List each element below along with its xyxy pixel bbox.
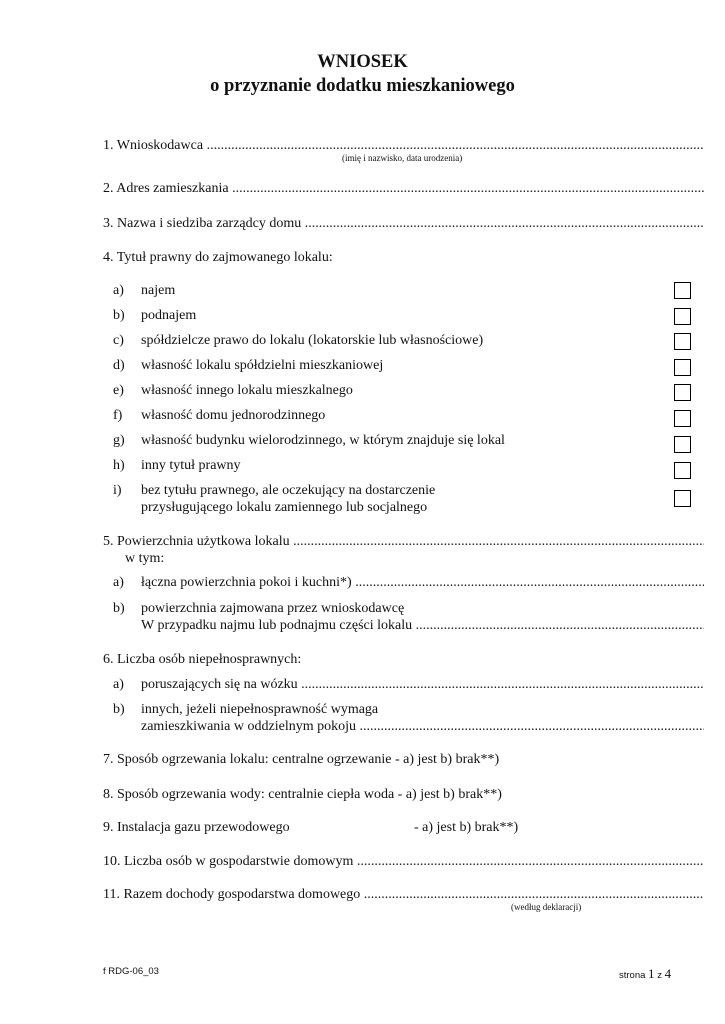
- q5-a-letter: a): [113, 575, 124, 590]
- option-f-checkbox[interactable]: [674, 410, 691, 427]
- usable-area-line[interactable]: [103, 533, 704, 550]
- option-label: bez tytułu prawnego, ale oczekujący na dostarczenie: [141, 483, 436, 498]
- option-label-cont: przysługującego lokalu zamiennego lub socjalnego: [141, 500, 428, 515]
- option-label: spółdzielcze prawo do lokalu (lokatorskie lub własnościowe): [141, 333, 484, 348]
- income-hint: (według deklaracji): [511, 902, 582, 912]
- address-label: 2. Adres zamieszkania: [103, 181, 229, 196]
- option-a-checkbox[interactable]: [674, 282, 691, 299]
- rooms-area-line[interactable]: [141, 574, 704, 591]
- option-h-checkbox[interactable]: [674, 462, 691, 479]
- separate-room-line[interactable]: [141, 718, 704, 735]
- option-g-checkbox[interactable]: [674, 436, 691, 453]
- wheelchair-line[interactable]: [141, 676, 704, 693]
- partial-rent-label: W przypadku najmu lub podnajmu części lokalu: [141, 618, 413, 633]
- option-b-checkbox[interactable]: [674, 308, 691, 325]
- form-title: WNIOSEK: [317, 52, 408, 72]
- option-label: podnajem: [141, 308, 197, 323]
- water-heating-question[interactable]: 8. Sposób ogrzewania wody: centralnie ciepła woda - a) jest b) brak**): [103, 787, 502, 802]
- option-i-checkbox[interactable]: [674, 490, 691, 507]
- wheelchair-label: poruszających się na wózku: [141, 677, 298, 692]
- page-indicator: strona 1 z 4: [619, 966, 672, 981]
- option-label: własność budynku wielorodzinnego, w którym znajduje się lokal: [141, 433, 505, 448]
- q6-a-letter: a): [113, 677, 124, 692]
- option-label: inny tytuł prawny: [141, 458, 241, 473]
- option-label: własność innego lokalu mieszkalnego: [141, 383, 353, 398]
- q5-b-letter: b): [113, 601, 125, 616]
- household-count-line[interactable]: [103, 853, 704, 870]
- applicant-hint: (imię i nazwisko, data urodzenia): [342, 153, 463, 163]
- option-c-checkbox[interactable]: [674, 333, 691, 350]
- usable-area-label: 5. Powierzchnia użytkowa lokalu: [103, 534, 290, 549]
- household-income-line[interactable]: [103, 886, 704, 903]
- gas-question: 9. Instalacja gazu przewodowego: [103, 820, 290, 835]
- disabled-heading: 6. Liczba osób niepełnosprawnych:: [103, 652, 302, 667]
- q6-b-letter: b): [113, 702, 125, 717]
- heating-question[interactable]: 7. Sposób ogrzewania lokalu: centralne ogrzewanie - a) jest b) brak**): [103, 752, 500, 767]
- option-label: własność domu jednorodzinnego: [141, 408, 326, 423]
- address-line[interactable]: [103, 180, 704, 197]
- applicant-line[interactable]: [103, 137, 704, 154]
- rooms-area-label: łączna powierzchnia pokoi i kuchni*): [141, 575, 352, 590]
- household-count-label: 10. Liczba osób w gospodarstwie domowym: [103, 854, 354, 869]
- gas-choice[interactable]: - a) jest b) brak**): [414, 820, 519, 835]
- form-code: f RDG-06_03: [103, 966, 159, 977]
- form-subtitle: o przyznanie dodatku mieszkaniowego: [210, 76, 515, 96]
- applicant-label: 1. Wnioskodawca: [103, 138, 204, 153]
- manager-line[interactable]: [103, 215, 704, 232]
- option-label: najem: [141, 283, 176, 298]
- household-income-label: 11. Razem dochody gospodarstwa domowego: [103, 887, 361, 902]
- option-e-checkbox[interactable]: [674, 384, 691, 401]
- other-disabled-label: innych, jeżeli niepełnosprawność wymaga: [141, 702, 379, 717]
- partial-rent-line[interactable]: [141, 617, 704, 634]
- applicant-area-label: powierzchnia zajmowana przez wnioskodawcę: [141, 601, 405, 616]
- manager-label: 3. Nazwa i siedziba zarządcy domu: [103, 216, 302, 231]
- legal-title-heading: 4. Tytuł prawny do zajmowanego lokalu:: [103, 250, 333, 265]
- option-d-checkbox[interactable]: [674, 359, 691, 376]
- separate-room-label: zamieszkiwania w oddzielnym pokoju: [141, 719, 356, 734]
- option-label: własność lokalu spółdzielni mieszkaniowej: [141, 358, 384, 373]
- in-which-label: w tym:: [125, 551, 165, 566]
